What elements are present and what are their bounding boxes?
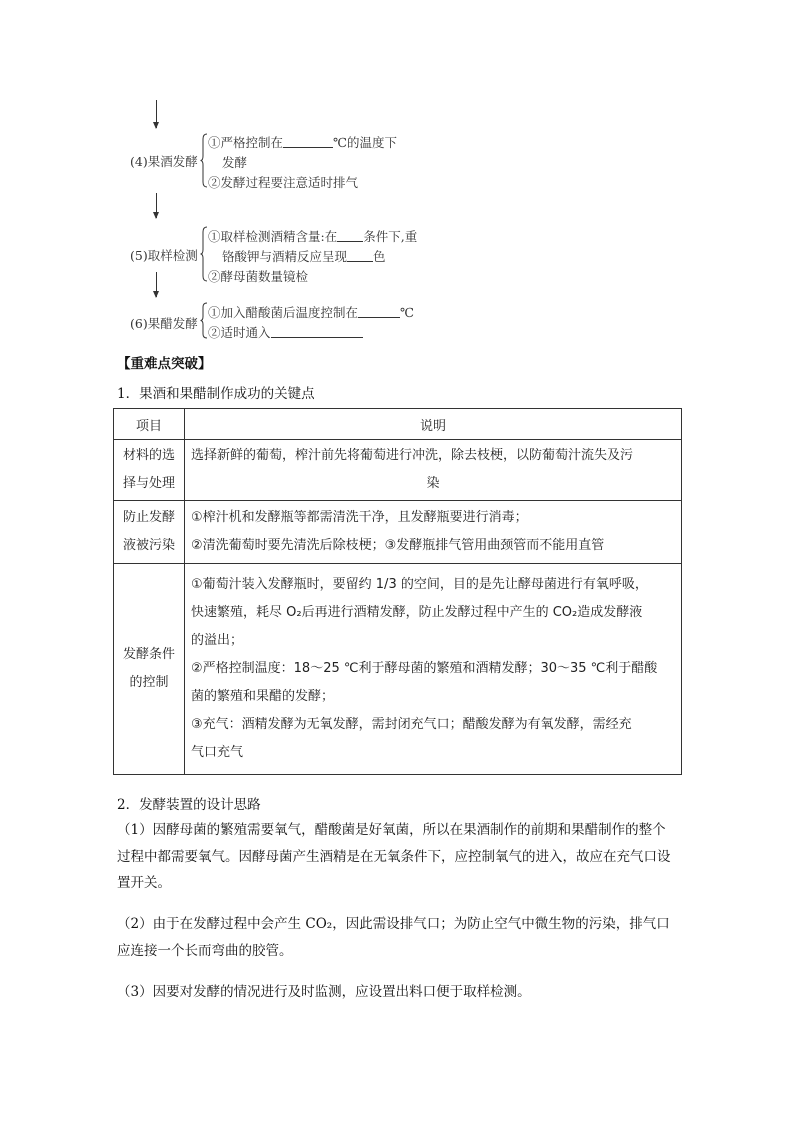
brace-icon [200, 302, 207, 339]
brace-icon [200, 133, 207, 188]
table-row [114, 501, 682, 564]
answer-blank [271, 325, 363, 338]
row-item: 发酵条件的控制 [114, 564, 185, 775]
row-desc: ①葡萄汁装入发酵瓶时，要留约 1/3 的空间，目的是先让酵母菌进行有氧呼吸， 快速繁殖，耗尽 O₂后再进行酒精发酵，防止发酵过程中产生的 CO₂造成发酵液 的溢出； ②严格控制温度：18～25 ℃利于酵母菌的繁殖和酒精发酵；30～35 ℃利于醋酸 菌的繁殖和果醋的发酵； ③充气：酒精发酵为无氧发酵，需封闭充气口；醋酸发酵为有氧发酵，需经充 气口充气 [185, 564, 682, 775]
table-header-item: 项目 [114, 409, 185, 440]
row-item: 材料的选择与处理 [114, 440, 185, 501]
step-6-line-2: ②适时通入 [208, 323, 363, 341]
section-1-title: 1．果酒和果醋制作成功的关键点 [117, 386, 315, 402]
step-4-line-3: ②发酵过程要注意适时排气 [208, 175, 359, 190]
down-arrow-icon [156, 100, 158, 128]
step-6-line-1: ①加入醋酸菌后温度控制在 ℃ [208, 305, 414, 320]
step-4-label: (4)果酒发酵 [130, 154, 198, 169]
down-arrow-icon [156, 193, 158, 218]
row-desc: ①榨汁机和发酵瓶等都需清洗干净，且发酵瓶要进行消毒； ②清洗葡萄时要先清洗后除枝梗；③发酵瓶排气管用曲颈管而不能用直管 [185, 501, 682, 564]
step-5-line-1: ①取样检测酒精含量:在 条件下,重 [208, 229, 418, 244]
answer-blank [337, 229, 363, 242]
table-header-row [114, 409, 682, 440]
key-points-table [113, 408, 682, 775]
table-row [114, 564, 682, 775]
row-item: 防止发酵液被污染 [114, 501, 185, 564]
paragraph-3: （3）因要对发酵的情况进行及时监测，应设置出料口便于取样检测。 [117, 984, 531, 1000]
step-5-line-3: ②酵母菌数量镜检 [208, 269, 309, 284]
answer-blank [283, 135, 333, 148]
section-2-title: 2．发酵装置的设计思路 [117, 797, 261, 813]
step-6-label: (6)果醋发酵 [130, 316, 198, 331]
table-header-desc: 说明 [185, 409, 682, 440]
step-4-line-2: 发酵 [222, 155, 248, 170]
row-desc: 选择新鲜的葡萄，榨汁前先将葡萄进行冲洗，除去枝梗，以防葡萄汁流失及污 染 [185, 440, 682, 501]
paragraph-2: （2）由于在发酵过程中会产生 CO₂，因此需设排气口；为防止空气中微生物的污染，排气口应连接一个长而弯曲的胶管。 [117, 916, 670, 959]
step-5-label: (5)取样检测 [130, 248, 198, 263]
paragraph-1: （1）因酵母菌的繁殖需要氧气，醋酸菌是好氧菌，所以在果酒制作的前期和果醋制作的整个过程中都需要氧气。因酵母菌产生酒精是在无氧条件下，应控制氧气的进入，故应在充气口设置开关。 [117, 822, 671, 891]
answer-blank [358, 305, 400, 318]
answer-blank [347, 249, 373, 262]
table-row [114, 440, 682, 501]
fermentation-flow-diagram [0, 0, 794, 345]
step-5-line-2: 铬酸钾与酒精反应呈现 色 [222, 249, 386, 264]
brace-icon [200, 226, 207, 282]
section-heading: 【重难点突破】 [117, 356, 212, 372]
down-arrow-icon [156, 272, 158, 297]
step-4-line-1: ①严格控制在 ℃的温度下 [208, 135, 397, 150]
